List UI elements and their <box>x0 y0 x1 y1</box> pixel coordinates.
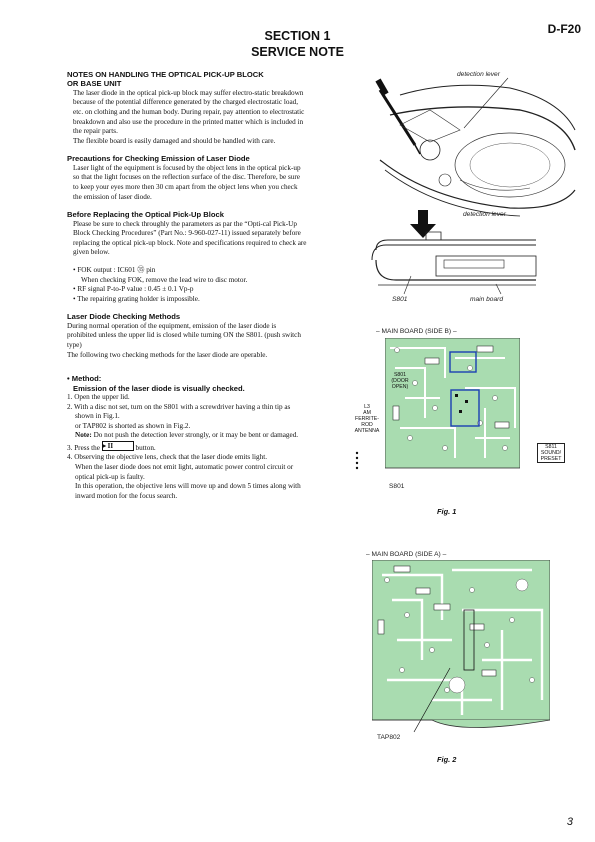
rf-bullet: • RF signal P-to-P value : 0.45 ± 0.1 Vp-p <box>73 285 194 294</box>
step-3-post: button. <box>135 443 156 452</box>
detection-lever-label-mid: detection lever <box>463 211 506 218</box>
method-heading: • Method: <box>67 374 102 384</box>
main-board-label: main board <box>470 296 503 303</box>
step-2-note <box>67 431 307 441</box>
board-b-title: – MAIN BOARD (SIDE B) – <box>376 328 457 335</box>
page-number: 3 <box>566 816 573 828</box>
step-4-sub-2: In this operation, the objective lens will move up and down 5 times along with inward motion for the focus search. <box>75 482 301 500</box>
notes-para-1: The laser diode in the optical pick-up block may suffer electro-static breakdown because of the potential difference generated by the charged electrostatic load, etc. on clothing and the human body. During repair, pay attention to electrostatic breakdown and also use the procedure in the printed matter which is included in the repair parts. <box>73 88 305 136</box>
play-pause-button-glyph <box>102 441 134 451</box>
method-subheading: Emission of the laser diode is visually checked. <box>73 383 245 393</box>
methods-heading: Laser Diode Checking Methods <box>67 312 181 322</box>
main-board-side-a <box>372 560 550 740</box>
s811-label: S811 SOUND/ PRESET <box>537 443 565 463</box>
section-title: SERVICE NOTE <box>251 45 344 59</box>
antenna-coil-icon <box>352 450 372 475</box>
fig-2-caption: Fig. 2 <box>437 755 457 764</box>
page-title <box>0 28 595 60</box>
step-2-sub: or TAP802 is shorted as shown in Fig.2. <box>75 421 191 430</box>
step-3-pre: 3. Press the <box>67 443 100 452</box>
board-a-title: – MAIN BOARD (SIDE A) – <box>366 551 447 558</box>
notes-heading-1: NOTES ON HANDLING THE OPTICAL PICK-UP BLOCK <box>67 70 264 79</box>
notes-para-2: The flexible board is easily damaged and should be handled with care. <box>73 136 276 145</box>
methods-para-1: During normal operation of the equipment, emission of the laser diode is prohibited unless the upper lid is closed while turning ON the S801. (push switch type) <box>67 321 301 349</box>
fig-1-caption: Fig. 1 <box>437 507 457 516</box>
left-column <box>67 70 307 501</box>
section-number: SECTION 1 <box>264 29 331 43</box>
l3-antenna-label: L3 AM FERRITE- ROD ANTENNA <box>354 404 380 434</box>
fok-sub: When checking FOK, remove the lead wire to disc motor. <box>81 275 248 284</box>
step-1: 1. Open the upper lid. <box>67 392 130 401</box>
before-heading: Before Replacing the Optical Pick-Up Block <box>67 210 224 220</box>
step-2: 2. With a disc not set, turn on the S801 with a screwdriver having a thin tip as shown in Fig.1. <box>67 402 291 421</box>
precautions-para: Laser light of the equipment is focused by the object lens in the optical pick-up so that the light focuses on the reflection surface of the disc. Therefore, be sure to keep your eyes more then 30 cm apart from the object lens when you check the emission of laser diode. <box>73 163 301 201</box>
model-number: D-F20 <box>547 22 581 36</box>
precautions-heading: Precautions for Checking Emission of Laser Diode <box>67 154 250 164</box>
step-4-sub-1: When the laser diode does not emit light, automatic power control circuit or optical pick-up is faulty. <box>75 463 294 481</box>
methods-para-2: The following two checking methods for the laser diode are operable. <box>67 350 268 359</box>
note-text: Do not push the detection lever strongly, or it may be bent or damaged. <box>93 431 299 440</box>
detection-lever-label-top: detection lever <box>457 71 500 78</box>
note-label: Note: <box>75 431 92 440</box>
notes-heading-2: OR BASE UNIT <box>67 79 122 89</box>
s801-bottom-label: S801 <box>389 483 405 490</box>
main-board-side-b <box>385 338 520 478</box>
fok-bullet: • FOK output : IC601 ㉟ pin <box>73 265 156 274</box>
before-para: Please be sure to check throughly the parameters as par the “Opti-cal Pick-Up Block Checking Procedures” (Part No.: 9-960-027-11) issued separately before replacing the optical pick-up block. Note and specifications required to check are given below. <box>73 219 307 257</box>
tap802-label: TAP802 <box>377 734 401 741</box>
s801-label: S801 <box>392 296 408 303</box>
step-3 <box>67 441 307 454</box>
play-pause-icon: ►II <box>100 441 114 450</box>
step-4: 4. Observing the objective lens, check that the laser diode emits light. <box>67 453 267 462</box>
s801-door-open-label: S801 (DOOR OPEN) <box>388 372 412 390</box>
grating-bullet: • The repairing grating holder is impossible. <box>73 294 200 303</box>
player-illustration <box>360 70 580 220</box>
